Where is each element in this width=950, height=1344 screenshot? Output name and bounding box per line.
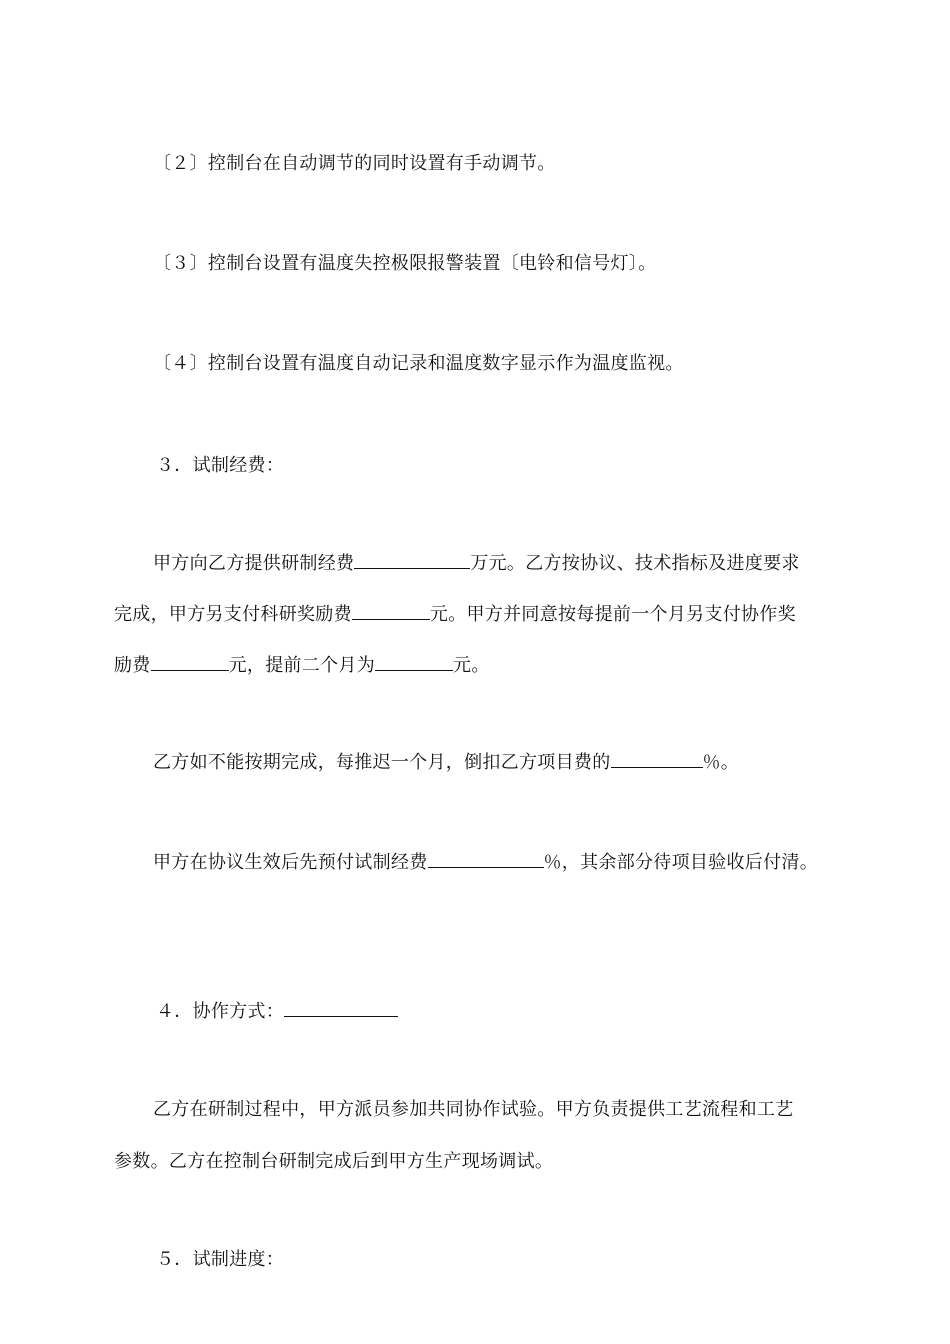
blank-one-month-award (151, 652, 229, 671)
section-3-paragraph-1-line-2: 完成，甲方另支付科研奖励费 元。甲方并同意按每提前一个月另支付协作奖 (114, 601, 796, 627)
section-3-paragraph-2: 乙方如不能按期完成，每推迟一个月，倒扣乙方项目费的 ％。 (153, 749, 739, 775)
section-4-paragraph-line-1: 乙方在研制过程中，甲方派员参加共同协作试验。甲方负责提供工艺流程和工艺 (153, 1099, 794, 1120)
item-2: 〔２〕控制台在自动调节的同时设置有手动调节。 (153, 153, 556, 174)
blank-cooperation-mode (284, 998, 398, 1017)
section-3-paragraph-1-line-3: 励费 元，提前二个月为 元。 (114, 652, 490, 678)
blank-research-award (352, 601, 430, 620)
blank-prepay-percent (428, 849, 544, 868)
section-3-paragraph-3: 甲方在协议生效后先预付试制经费 ％，其余部分待项目验收后付清。 (153, 849, 818, 875)
blank-two-month-award (375, 652, 453, 671)
section-5-heading: ５．试制进度： (156, 1249, 285, 1270)
item-3: 〔３〕控制台设置有温度失控极限报警装置〔电铃和信号灯〕。 (153, 253, 657, 274)
blank-penalty-percent (611, 749, 703, 768)
section-3-paragraph-1-line-1: 甲方向乙方提供研制经费 万元。乙方按协议、技术指标及进度要求 (153, 550, 800, 576)
section-4-paragraph-line-2: 参数。乙方在控制台研制完成后到甲方生产现场调试。 (114, 1151, 554, 1172)
section-4-heading: ４．协作方式： (156, 998, 398, 1024)
section-3-heading: ３．试制经费： (156, 455, 285, 476)
blank-funding-amount (354, 550, 470, 569)
item-4: 〔４〕控制台设置有温度自动记录和温度数字显示作为温度监视。 (153, 353, 684, 374)
